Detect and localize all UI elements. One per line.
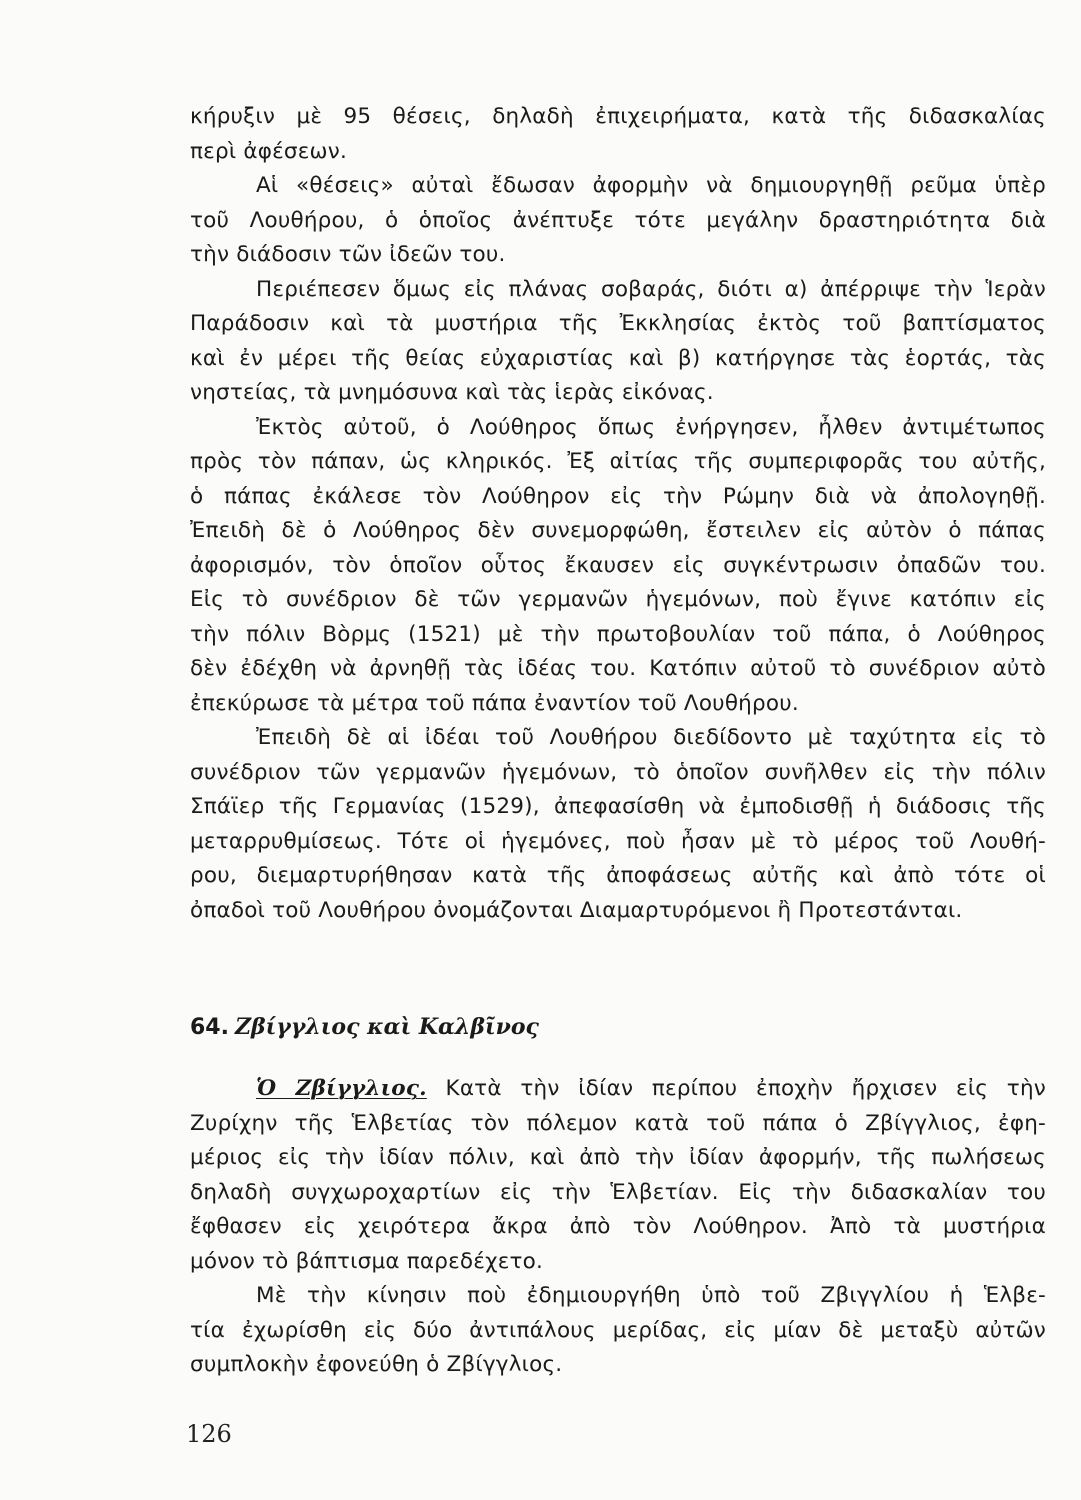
text-line: τία ἐχωρίσθη εἰς δύο ἀντιπάλους μερίδας, εἰς μίαν δὲ μεταξὺ αὐτῶν: [190, 1317, 1046, 1343]
text-line: Ἐπειδὴ δὲ αἱ ἰδέαι τοῦ Λουθήρου διεδίδοντο μὲ ταχύτητα εἰς τὸ: [256, 725, 1046, 750]
text-line: μέριος εἰς τὴν ἰδίαν πόλιν, καὶ ἀπὸ τὴν ἰδίαν ἀφορμήν, τῆς πωλήσεως: [190, 1145, 1046, 1170]
section-heading: [190, 1014, 539, 1040]
text-line: ἀφορισμόν, τὸν ὁποῖον οὗτος ἔκαυσεν εἰς συγκέντρωσιν ὀπαδῶν του.: [190, 552, 1046, 578]
body-text-block-1: [190, 100, 1046, 928]
section-lead: Ὁ Ζβίγγλιος.: [256, 1076, 427, 1101]
text-line: [190, 1072, 1046, 1107]
text-line: Ἐκτὸς αὐτοῦ, ὁ Λούθηρος ὅπως ἐνήργησεν, ἦλθεν ἀντιμέτωπος: [256, 414, 1046, 440]
text-line: περὶ ἀφέσεων.: [190, 138, 347, 164]
text-line: ὁ πάπας ἐκάλεσε τὸν Λούθηρον εἰς τὴν Ρώμην διὰ νὰ ἀπολογηθῇ.: [190, 483, 1046, 509]
text-line: ἐπεκύρωσε τὰ μέτρα τοῦ πάπα ἐναντίον τοῦ Λουθήρου.: [190, 690, 799, 716]
text-line: Ἐπειδὴ δὲ ὁ Λούθηρος δὲν συνεμορφώθη, ἔστειλεν εἰς αὐτὸν ὁ πάπας: [190, 518, 1046, 543]
text-line: Ζυρίχην τῆς Ἑλβετίας τὸν πόλεμον κατὰ τοῦ πάπα ὁ Ζβίγγλιος, ἐφη-: [190, 1110, 1046, 1136]
text-line: ἔφθασεν εἰς χειρότερα ἄκρα ἀπὸ τὸν Λούθηρον. Ἀπὸ τὰ μυστήρια: [190, 1214, 1046, 1239]
text-line: Περιέπεσεν ὅμως εἰς πλάνας σοβαράς, διότι α) ἀπέρριψε τὴν Ἱερὰν: [256, 276, 1046, 302]
text-line-rest: Κατὰ τὴν ἰδίαν περίπου ἐποχὴν ἤρχισεν εἰς τὴν: [445, 1076, 1046, 1101]
text-line: ρου, διεμαρτυρήθησαν κατὰ τῆς ἀποφάσεως αὐτῆς καὶ ἀπὸ τότε οἱ: [190, 863, 1046, 888]
text-line: Παράδοσιν καὶ τὰ μυστήρια τῆς Ἐκκλησίας ἐκτὸς τοῦ βαπτίσματος: [190, 311, 1046, 336]
text-line: δηλαδὴ συγχωροχαρτίων εἰς τὴν Ἑλβετίαν. Εἰς τὴν διδασκαλίαν του: [190, 1179, 1046, 1205]
text-line: Αἱ «θέσεις» αὐταὶ ἔδωσαν ἀφορμὴν νὰ δημιουργηθῇ ρεῦμα ὑπὲρ: [256, 173, 1046, 198]
text-line: πρὸς τὸν πάπαν, ὡς κληρικός. Ἐξ αἰτίας τῆς συμπεριφορᾶς του αὐτῆς,: [190, 449, 1046, 474]
text-line: μεταρρυθμίσεως. Τότε οἱ ἡγεμόνες, ποὺ ἦσαν μὲ τὸ μέρος τοῦ Λουθή-: [190, 828, 1046, 854]
text-line: Μὲ τὴν κίνησιν ποὺ ἐδημιουργήθη ὑπὸ τοῦ Ζβιγγλίου ἡ Ἑλβε-: [256, 1283, 1046, 1308]
text-line: ὀπαδοὶ τοῦ Λουθήρου ὀνομάζονται Διαμαρτυρόμενοι ἢ Προτεστάνται.: [190, 897, 963, 923]
page-number: 126: [186, 1420, 232, 1448]
body-text-block-2: [190, 1072, 1046, 1383]
text-line: τὴν διάδοσιν τῶν ἰδεῶν του.: [190, 242, 506, 267]
text-line: τὴν πόλιν Βὸρμς (1521) μὲ τὴν πρωτοβουλίαν τοῦ πάπα, ὁ Λούθηρος: [190, 621, 1046, 647]
text-line: τοῦ Λουθήρου, ὁ ὁποῖος ἀνέπτυξε τότε μεγάλην δραστηριότητα διὰ: [190, 207, 1046, 233]
text-line: συμπλοκὴν ἐφονεύθη ὁ Ζβίγγλιος.: [190, 1352, 563, 1377]
text-line: Σπάϊερ τῆς Γερμανίας (1529), ἀπεφασίσθη νὰ ἐμποδισθῇ ἡ διάδοσις τῆς: [190, 794, 1046, 819]
text-line: κήρυξιν μὲ 95 θέσεις, δηλαδὴ ἐπιχειρήματα, κατὰ τῆς διδασκαλίας: [190, 104, 1046, 129]
text-line: Εἰς τὸ συνέδριον δὲ τῶν γερμανῶν ἡγεμόνων, ποὺ ἔγινε κατόπιν εἰς: [190, 587, 1046, 612]
text-line: καὶ ἐν μέρει τῆς θείας εὐχαριστίας καὶ β) κατήργησε τὰς ἑορτάς, τὰς: [190, 345, 1046, 371]
section-number: 64.: [190, 1015, 229, 1040]
section-title: Ζβίγγλιος καὶ Καλβῖνος: [234, 1014, 539, 1040]
text-line: συνέδριον τῶν γερμανῶν ἡγεμόνων, τὸ ὁποῖον συνῆλθεν εἰς τὴν πόλιν: [190, 759, 1046, 785]
text-line: νηστείας, τὰ μνημόσυνα καὶ τὰς ἱερὰς εἰκόνας.: [190, 380, 714, 405]
text-line: μόνον τὸ βάπτισμα παρεδέχετο.: [190, 1248, 544, 1274]
text-line: δὲν ἐδέχθη νὰ ἀρνηθῇ τὰς ἰδέας του. Κατόπιν αὐτοῦ τὸ συνέδριον αὐτὸ: [190, 656, 1046, 681]
